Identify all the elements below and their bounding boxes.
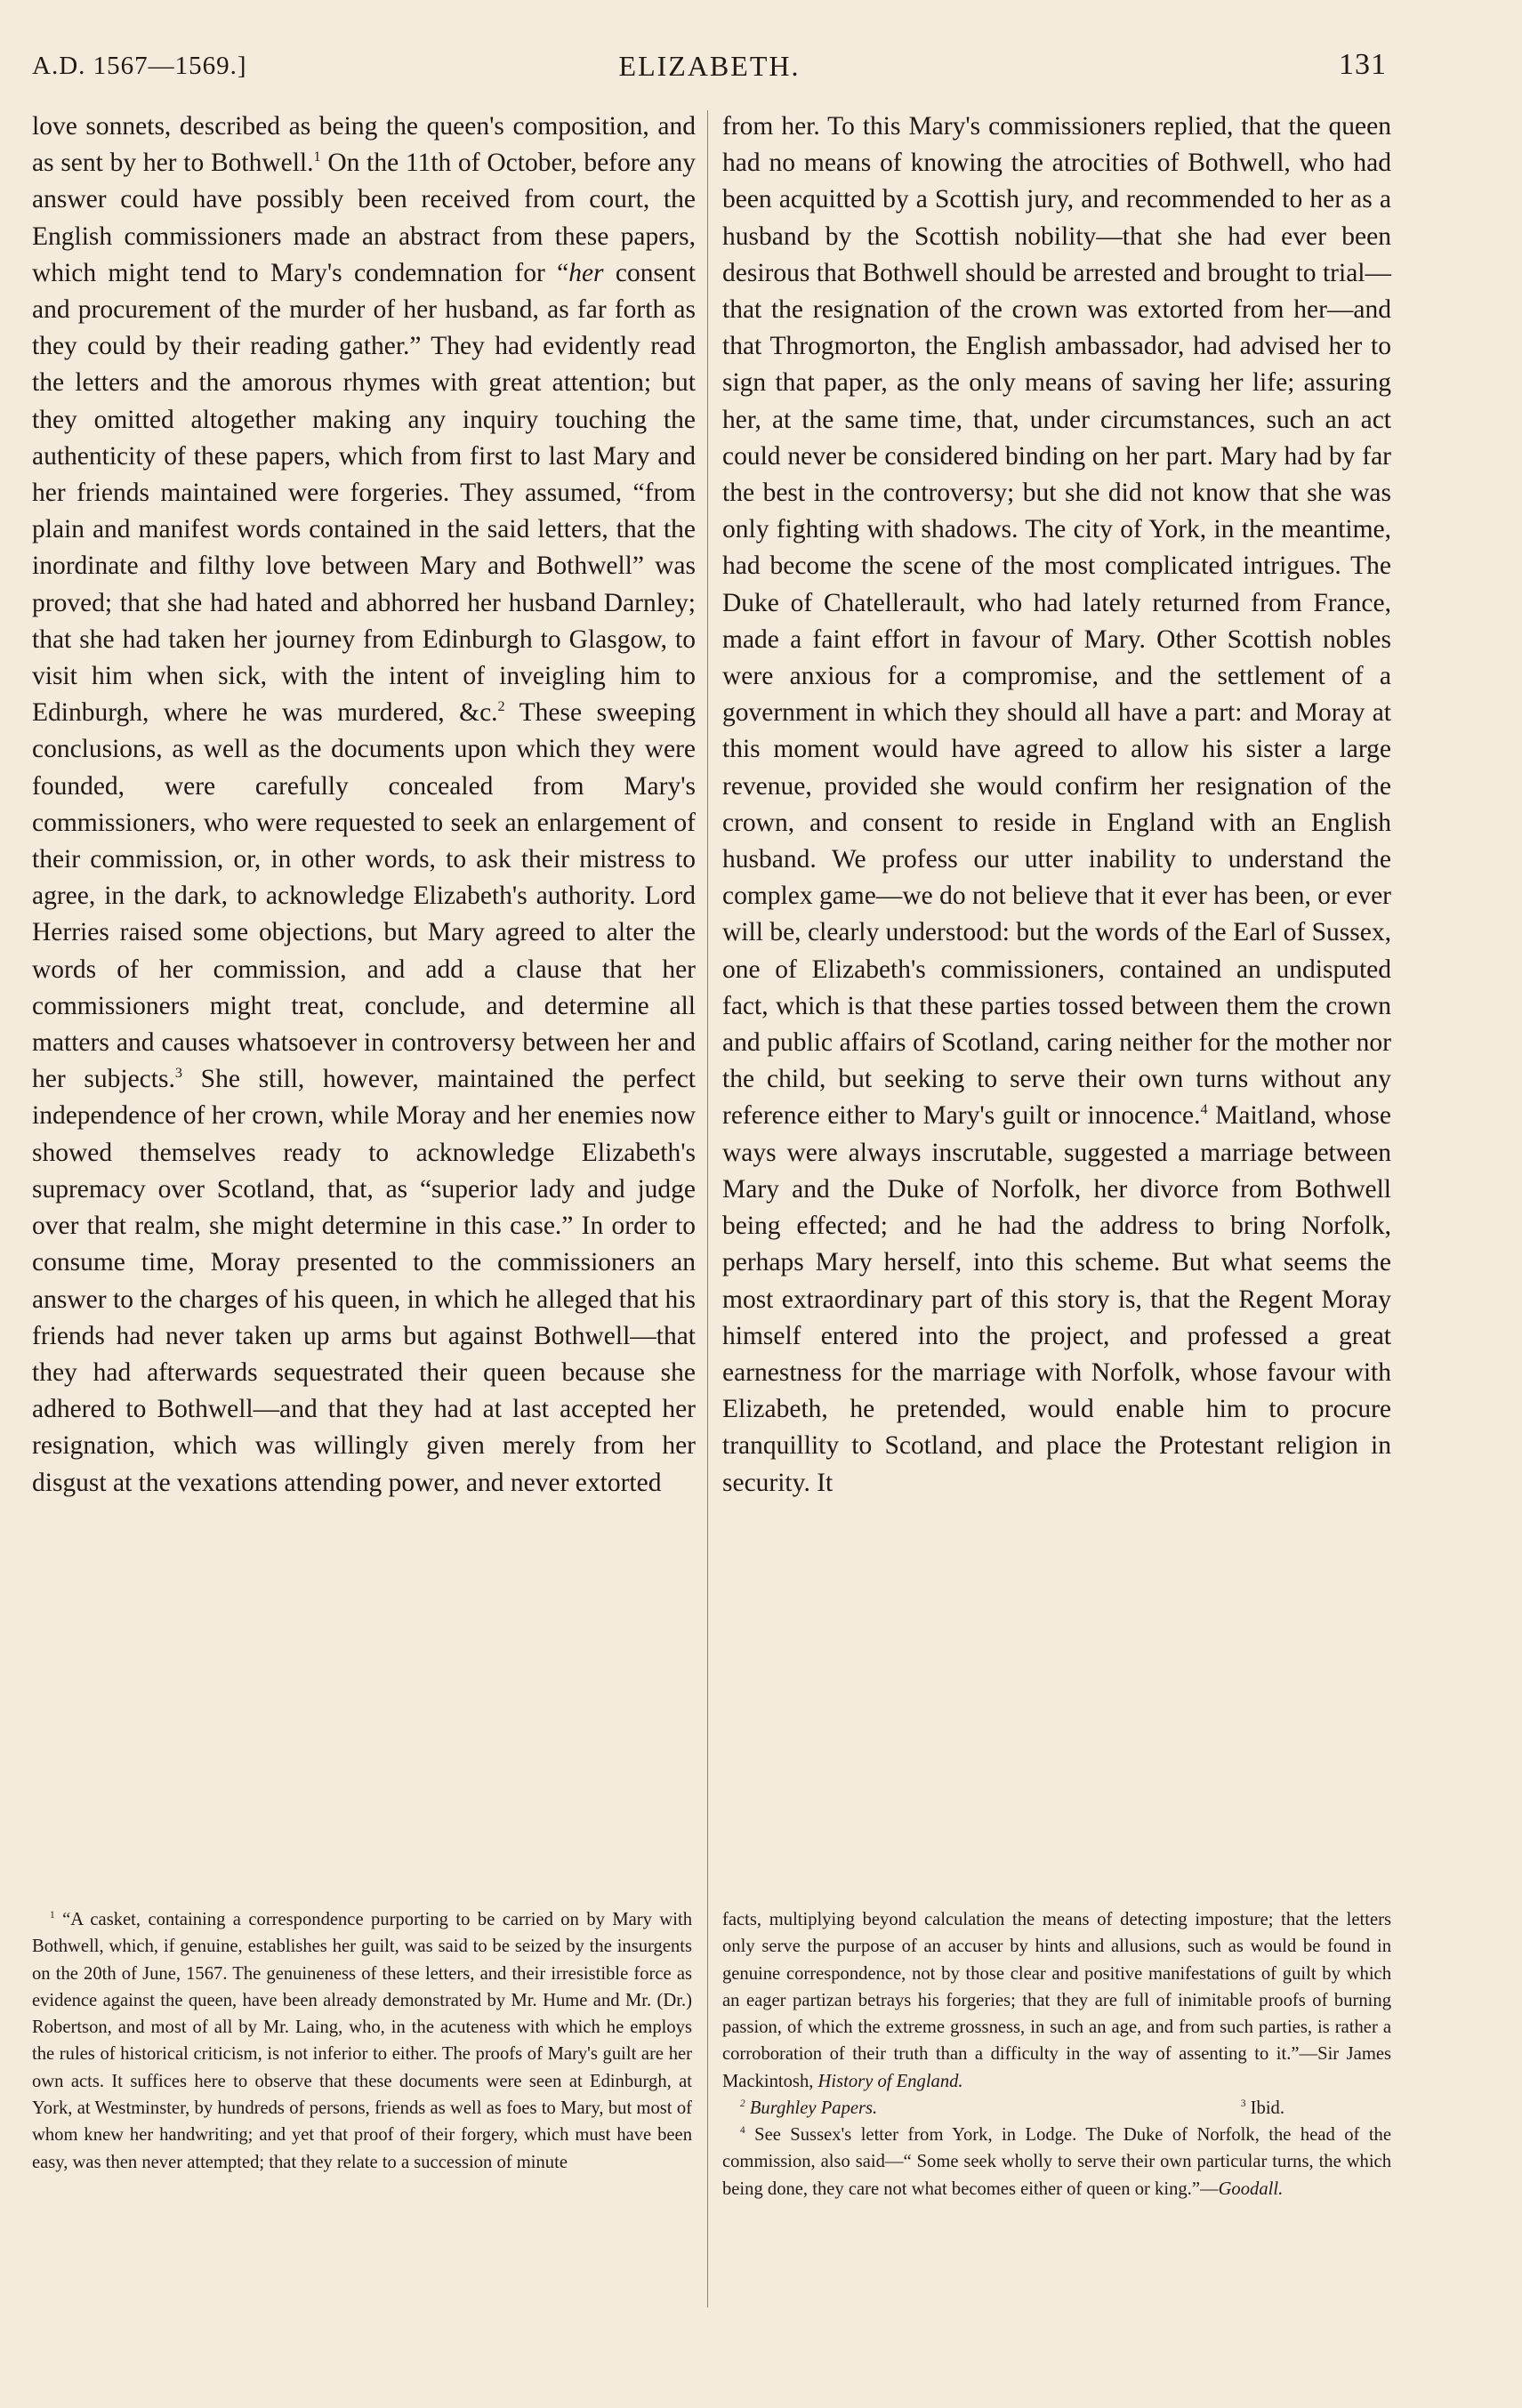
right-column-paragraph — [722, 109, 1391, 1502]
right-column — [722, 109, 1391, 1502]
running-head — [32, 46, 1387, 91]
footnote-refs-2-3 — [722, 2095, 1391, 2122]
footnote-text: Ibid. — [1245, 2098, 1284, 2119]
body-text: These sweeping conclusions, as well as the documents upon which they were founded, were carefully concealed from Mary's commissioners, who were requested to seek an enlargement of their commission, or, in other words, to ask their mistress to agree, in the dark, to acknowledge Elizabeth's authority. Lord Herries raised some objections, but Mary agreed to alter the words of her commission, and add a clause that her commissioners might treat, conclude, and determine all matters and causes whatsoever in controversy between her and her subjects. — [32, 698, 696, 1094]
body-text: love sonnets, described as being the queen's composition, and as sent by her to Bothwell. — [32, 112, 696, 178]
left-column-paragraph — [32, 109, 696, 1502]
footnote-mark: 1 — [50, 1910, 55, 1921]
column-divider — [707, 110, 708, 2307]
left-column — [32, 109, 696, 1502]
footnote-mark: 2 — [740, 2098, 745, 2110]
body-text: On the 11th of October, before any answer could have possibly been received from court, the English commissioners made an abstract from these papers, which might tend to Mary's condemnation for “ — [32, 149, 697, 287]
footnote-text: “A casket, containing a correspondence purporting to be carried on by Mary with Bothwell, which, if genuine, establishes her guilt, was said to be seized by the insurgents on the 20th of June, 1567. The genuineness of these letters, and their irresistible force as evidence against the queen, have been already demonstrated by Mr. Hume and Mr. (Dr.) Robertson, and most of all by Mr. Laing, who, in the acuteness with which he employs the rules of historical criticism, is not inferior to either. The proofs of Mary's guilt are her own acts. It suffices here to observe that these documents were seen at Edinburgh, at York, at Westminster, by hundreds of persons, friends as well as foes to Mary, but most of whom knew her handwriting; and yet that proof of their forgery, which must have been easy, was then never attempted; that they relate to a succession of minute — [32, 1910, 692, 2172]
footnote-ref-1: 1 — [313, 149, 321, 165]
footnotes-right — [722, 1906, 1391, 2203]
body-text: Maitland, whose ways were always inscrutable, suggested a marriage between Mary and the Duke of Norfolk, her divorce from Bothwell being effected; and he had the address to bring Norfolk, perhaps Mary herself, into this scheme. But what seems the most extraordinary part of this story is, that the Regent Moray himself entered into the project, and professed a great earnestness for the marriage with Norfolk, whose favour with Elizabeth, he pretended, would enable him to procure tranquillity to Scotland, and place the Protestant religion in security. It — [722, 1101, 1392, 1497]
footnote-1 — [32, 1906, 692, 2176]
footnotes-left — [32, 1906, 692, 2176]
footnote-source: Goodall. — [1218, 2178, 1284, 2199]
footnote-3 — [1241, 2095, 1284, 2122]
footnote-2 — [740, 2095, 877, 2122]
footnote-text: facts, multiplying beyond calculation the means of detecting imposture; that the letters only serve the purpose of an accuser by hints and allusions, such as would be found in genuine correspondence, not by those clear and positive manifestations of guilt by which an eager partizan betrays his forgeries; that they are full of inimitable proofs of burning passion, of which the extreme grossness, in such an age, and from such parties, is rather a corroboration of their truth than a difficulty in the way of assenting to it.”—Sir James Mackintosh, — [722, 1910, 1391, 2091]
footnote-text: Burghley Papers. — [745, 2098, 878, 2119]
footnote-ref-4: 4 — [1200, 1101, 1208, 1118]
italic-text: her — [568, 258, 604, 287]
footnote-text: See Sussex's letter from York, in Lodge. The Duke of Norfolk, the head of the commission, also said—“ Some seek wholly to serve their own particular turns, the which being done, they care not what becomes either of queen or king.”— — [722, 2125, 1391, 2199]
body-text: consent and procurement of the murder of her husband, as far forth as they could by their reading gather.” They had evidently read the letters and the amorous rhymes with great attention; but they omitted altogether making any inquiry touching the authenticity of these papers, which from first to last Mary and her friends maintained were forgeries. They assumed, “from plain and manifest words contained in the said letters, that the inordinate and filthy love between Mary and Bothwell” was proved; that she had hated and abhorred her husband Darnley; that she had taken her journey from Edinburgh to Glasgow, to visit him when sick, with the intent of inveigling him to Edinburgh, where he was murdered, &c. — [32, 258, 696, 728]
footnote-ref-2: 2 — [497, 698, 505, 715]
running-head-date-range: A.D. 1567—1569.] — [32, 52, 247, 80]
footnote-source: History of England. — [817, 2071, 963, 2091]
body-text: She still, however, maintained the perfect independence of her crown, while Moray and her enemies now showed themselves ready to acknowledge Elizabeth's supremacy over Scotland, that, as “superior lady and judge over that realm, she might determine in this case.” In order to consume time, Moray presented to the commissioners an answer to the charges of his queen, in which he alleged that his friends had never taken up arms but against Bothwell—that they had afterwards sequestrated their queen because she adhered to Bothwell—and that they had at last accepted her resignation, which was willingly given merely from her disgust at the vexations attending power, and never extorted — [32, 1065, 696, 1497]
footnote-ref-3: 3 — [174, 1065, 182, 1082]
footnote-mark: 4 — [740, 2125, 745, 2137]
body-text: from her. To this Mary's commissioners replied, that the queen had no means of knowing the atrocities of Bothwell, who had been acquitted by a Scottish jury, and recommended to her as a husband by the Scottish nobility—that she had ever been desirous that Bothwell should be arrested and brought to trial—that the resignation of the crown was extorted from her—and that Throgmorton, the English ambassador, had advised her to sign that paper, as the only means of saving her life; assuring her, at the same time, that, under circumstances, such an act could never be considered binding on her part. Mary had by far the best in the controversy; but she did not know that she was only fighting with shadows. The city of York, in the meantime, had become the scene of the most complicated intrigues. The Duke of Chatellerault, who had lately returned from France, made a faint effort in favour of Mary. Other Scottish nobles were anxious for a compromise, and the settlement of a government in which they should all have a part: and Moray at this moment would have agreed to allow his sister a large revenue, provided she would confirm her resignation of the crown, and consent to reside in England with an English husband. We profess our utter inability to understand the complex game—we do not believe that it ever has been, or ever will be, clearly understood: but the words of the Earl of Sussex, one of Elizabeth's commissioners, contained an undisputed fact, which is that these parties tossed between them the crown and public affairs of Scotland, caring neither for the mother nor the child, but seeking to serve their own turns without any reference either to Mary's guilt or innocence. — [722, 112, 1391, 1131]
footnote-1-continued — [722, 1906, 1391, 2095]
footnote-4 — [722, 2122, 1391, 2203]
running-head-title: ELIZABETH. — [618, 50, 801, 82]
page-number: 131 — [1339, 48, 1387, 81]
footnote-mark: 3 — [1240, 2098, 1246, 2110]
